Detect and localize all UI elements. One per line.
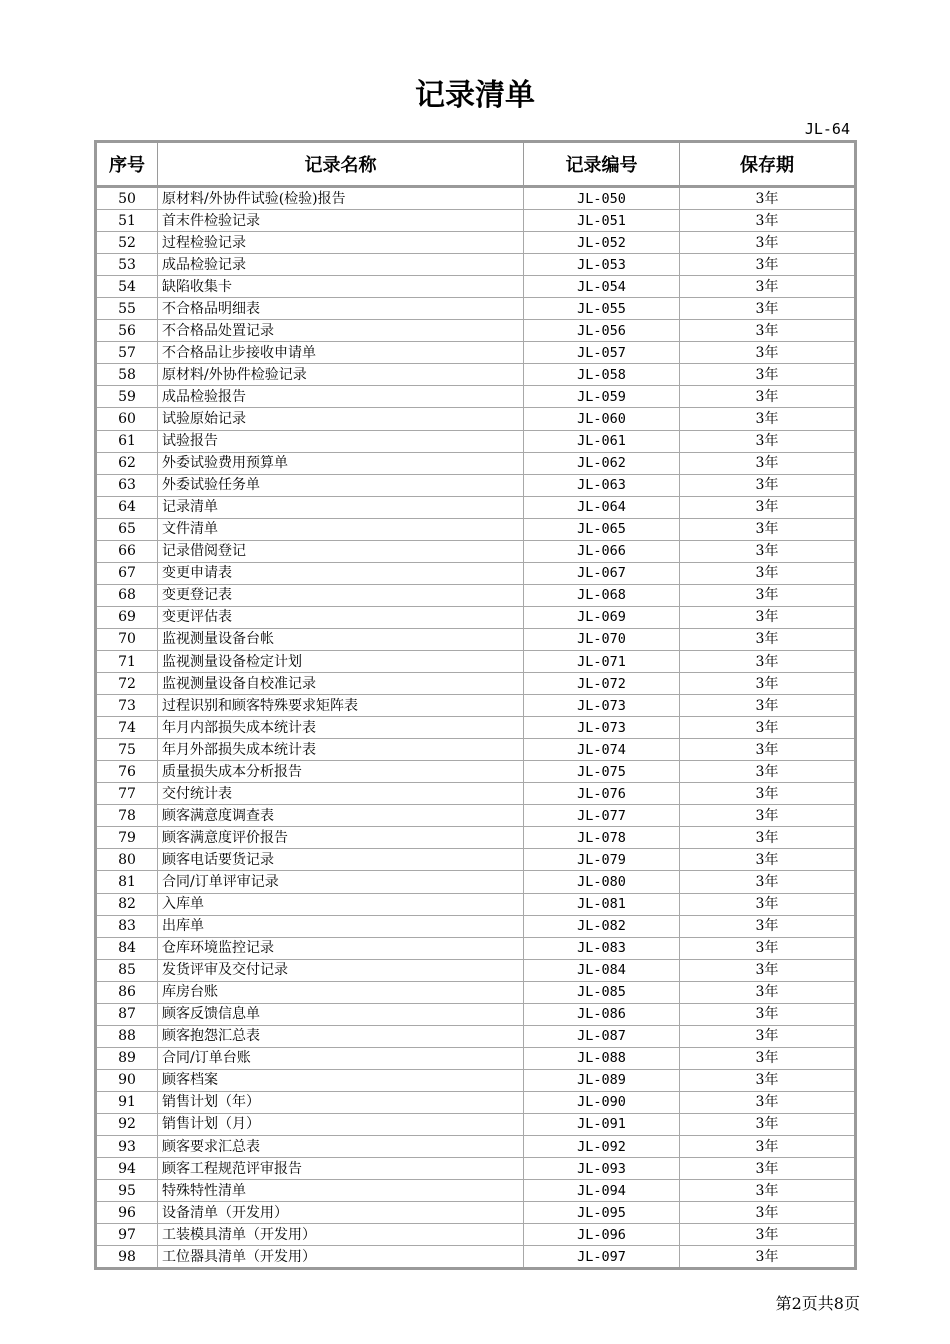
table-row — [96, 232, 856, 254]
cell-record-code: JL-097 — [524, 1246, 680, 1269]
cell-record-code: JL-065 — [524, 518, 680, 540]
cell-record-code: JL-090 — [524, 1091, 680, 1113]
table-row — [96, 1069, 856, 1091]
cell-retention-period: 3年 — [680, 254, 856, 276]
table-row — [96, 408, 856, 430]
cell-record-name: 工装模具清单（开发用） — [158, 1224, 524, 1246]
cell-serial-no: 53 — [96, 254, 158, 276]
cell-serial-no: 52 — [96, 232, 158, 254]
table-row — [96, 1091, 856, 1113]
cell-retention-period: 3年 — [680, 298, 856, 320]
cell-record-name: 记录清单 — [158, 496, 524, 518]
cell-record-name: 原材料/外协件检验记录 — [158, 364, 524, 386]
table-row — [96, 673, 856, 695]
cell-record-name: 试验报告 — [158, 430, 524, 452]
cell-record-code: JL-082 — [524, 915, 680, 937]
table-row — [96, 893, 856, 915]
cell-record-code: JL-068 — [524, 584, 680, 606]
cell-record-name: 不合格品让步接收申请单 — [158, 342, 524, 364]
cell-record-name: 设备清单（开发用） — [158, 1202, 524, 1224]
table-row — [96, 1158, 856, 1180]
cell-record-code: JL-093 — [524, 1158, 680, 1180]
cell-serial-no: 90 — [96, 1069, 158, 1091]
header-retention-period: 保存期 — [680, 142, 856, 187]
cell-record-code: JL-070 — [524, 628, 680, 650]
cell-record-name: 仓库环境监控记录 — [158, 937, 524, 959]
table-row — [96, 540, 856, 562]
cell-record-name: 合同/订单台账 — [158, 1047, 524, 1069]
page-indicator: 第2页共8页 — [775, 1294, 860, 1313]
cell-record-code: JL-076 — [524, 783, 680, 805]
cell-record-code: JL-080 — [524, 871, 680, 893]
cell-retention-period: 3年 — [680, 474, 856, 496]
cell-record-code: JL-087 — [524, 1025, 680, 1047]
table-row — [96, 937, 856, 959]
cell-retention-period: 3年 — [680, 695, 856, 717]
cell-record-code: JL-060 — [524, 408, 680, 430]
cell-record-name: 质量损失成本分析报告 — [158, 761, 524, 783]
cell-record-name: 库房台账 — [158, 981, 524, 1003]
cell-serial-no: 57 — [96, 342, 158, 364]
cell-record-code: JL-062 — [524, 452, 680, 474]
table-row — [96, 298, 856, 320]
cell-record-code: JL-095 — [524, 1202, 680, 1224]
cell-serial-no: 68 — [96, 584, 158, 606]
cell-record-code: JL-083 — [524, 937, 680, 959]
cell-record-code: JL-071 — [524, 650, 680, 672]
cell-record-name: 销售计划（月） — [158, 1113, 524, 1135]
table-row — [96, 254, 856, 276]
cell-retention-period: 3年 — [680, 650, 856, 672]
cell-record-name: 顾客满意度评价报告 — [158, 827, 524, 849]
cell-record-name: 变更评估表 — [158, 606, 524, 628]
cell-record-code: JL-079 — [524, 849, 680, 871]
table-row — [96, 915, 856, 937]
cell-serial-no: 61 — [96, 430, 158, 452]
table-row — [96, 1180, 856, 1202]
cell-retention-period: 3年 — [680, 606, 856, 628]
cell-record-name: 成品检验记录 — [158, 254, 524, 276]
cell-record-name: 外委试验费用预算单 — [158, 452, 524, 474]
table-row — [96, 496, 856, 518]
cell-record-code: JL-061 — [524, 430, 680, 452]
cell-retention-period: 3年 — [680, 1047, 856, 1069]
cell-record-name: 试验原始记录 — [158, 408, 524, 430]
cell-retention-period: 3年 — [680, 1113, 856, 1135]
table-row — [96, 981, 856, 1003]
cell-retention-period: 3年 — [680, 1025, 856, 1047]
cell-record-name: 成品检验报告 — [158, 386, 524, 408]
document-number: JL-64 — [804, 120, 850, 138]
header-record-name: 记录名称 — [158, 142, 524, 187]
cell-serial-no: 97 — [96, 1224, 158, 1246]
table-row — [96, 783, 856, 805]
cell-serial-no: 88 — [96, 1025, 158, 1047]
cell-serial-no: 76 — [96, 761, 158, 783]
table-row — [96, 606, 856, 628]
cell-record-name: 不合格品处置记录 — [158, 320, 524, 342]
cell-serial-no: 91 — [96, 1091, 158, 1113]
table-row — [96, 761, 856, 783]
cell-record-code: JL-055 — [524, 298, 680, 320]
cell-record-code: JL-084 — [524, 959, 680, 981]
cell-retention-period: 3年 — [680, 937, 856, 959]
cell-retention-period: 3年 — [680, 959, 856, 981]
cell-record-name: 出库单 — [158, 915, 524, 937]
cell-serial-no: 64 — [96, 496, 158, 518]
cell-record-code: JL-091 — [524, 1113, 680, 1135]
cell-retention-period: 3年 — [680, 364, 856, 386]
table-row — [96, 518, 856, 540]
cell-retention-period: 3年 — [680, 187, 856, 210]
cell-serial-no: 72 — [96, 673, 158, 695]
cell-retention-period: 3年 — [680, 342, 856, 364]
cell-retention-period: 3年 — [680, 584, 856, 606]
cell-retention-period: 3年 — [680, 1003, 856, 1025]
cell-serial-no: 94 — [96, 1158, 158, 1180]
cell-record-name: 顾客档案 — [158, 1069, 524, 1091]
cell-retention-period: 3年 — [680, 1158, 856, 1180]
table-header-row — [96, 142, 856, 187]
cell-record-code: JL-050 — [524, 187, 680, 210]
cell-record-name: 文件清单 — [158, 518, 524, 540]
cell-serial-no: 50 — [96, 187, 158, 210]
cell-retention-period: 3年 — [680, 276, 856, 298]
cell-retention-period: 3年 — [680, 430, 856, 452]
cell-serial-no: 81 — [96, 871, 158, 893]
cell-serial-no: 63 — [96, 474, 158, 496]
cell-serial-no: 80 — [96, 849, 158, 871]
cell-retention-period: 3年 — [680, 739, 856, 761]
cell-serial-no: 82 — [96, 893, 158, 915]
table-row — [96, 717, 856, 739]
cell-serial-no: 96 — [96, 1202, 158, 1224]
cell-retention-period: 3年 — [680, 320, 856, 342]
table-row — [96, 805, 856, 827]
cell-record-code: JL-077 — [524, 805, 680, 827]
cell-retention-period: 3年 — [680, 562, 856, 584]
table-row — [96, 276, 856, 298]
cell-record-code: JL-059 — [524, 386, 680, 408]
cell-record-code: JL-086 — [524, 1003, 680, 1025]
table-row — [96, 871, 856, 893]
table-row — [96, 562, 856, 584]
cell-retention-period: 3年 — [680, 783, 856, 805]
cell-record-name: 过程检验记录 — [158, 232, 524, 254]
cell-serial-no: 79 — [96, 827, 158, 849]
table-row — [96, 827, 856, 849]
cell-serial-no: 58 — [96, 364, 158, 386]
cell-record-code: JL-056 — [524, 320, 680, 342]
cell-record-code: JL-064 — [524, 496, 680, 518]
cell-retention-period: 3年 — [680, 915, 856, 937]
cell-record-name: 合同/订单评审记录 — [158, 871, 524, 893]
cell-serial-no: 69 — [96, 606, 158, 628]
cell-record-code: JL-085 — [524, 981, 680, 1003]
table-row — [96, 1136, 856, 1158]
cell-serial-no: 73 — [96, 695, 158, 717]
cell-serial-no: 62 — [96, 452, 158, 474]
cell-retention-period: 3年 — [680, 408, 856, 430]
cell-retention-period: 3年 — [680, 452, 856, 474]
cell-retention-period: 3年 — [680, 232, 856, 254]
cell-retention-period: 3年 — [680, 1069, 856, 1091]
cell-retention-period: 3年 — [680, 1246, 856, 1269]
cell-serial-no: 95 — [96, 1180, 158, 1202]
cell-retention-period: 3年 — [680, 673, 856, 695]
cell-serial-no: 59 — [96, 386, 158, 408]
cell-retention-period: 3年 — [680, 540, 856, 562]
table-row — [96, 474, 856, 496]
cell-record-name: 变更登记表 — [158, 584, 524, 606]
cell-serial-no: 84 — [96, 937, 158, 959]
cell-serial-no: 51 — [96, 210, 158, 232]
cell-serial-no: 56 — [96, 320, 158, 342]
cell-retention-period: 3年 — [680, 628, 856, 650]
cell-serial-no: 89 — [96, 1047, 158, 1069]
table-row — [96, 386, 856, 408]
cell-retention-period: 3年 — [680, 849, 856, 871]
records-table — [94, 140, 857, 1270]
cell-record-name: 工位器具清单（开发用） — [158, 1246, 524, 1269]
cell-record-name: 年月外部损失成本统计表 — [158, 739, 524, 761]
header-serial-no: 序号 — [96, 142, 158, 187]
cell-serial-no: 67 — [96, 562, 158, 584]
cell-retention-period: 3年 — [680, 1224, 856, 1246]
document-title: 记录清单 — [415, 78, 535, 113]
cell-serial-no: 70 — [96, 628, 158, 650]
cell-record-code: JL-081 — [524, 893, 680, 915]
table-row — [96, 320, 856, 342]
cell-record-code: JL-094 — [524, 1180, 680, 1202]
cell-record-name: 不合格品明细表 — [158, 298, 524, 320]
cell-record-code: JL-053 — [524, 254, 680, 276]
cell-record-code: JL-067 — [524, 562, 680, 584]
cell-record-name: 发货评审及交付记录 — [158, 959, 524, 981]
cell-serial-no: 54 — [96, 276, 158, 298]
table-row — [96, 849, 856, 871]
cell-serial-no: 92 — [96, 1113, 158, 1135]
cell-record-code: JL-073 — [524, 717, 680, 739]
cell-record-name: 首末件检验记录 — [158, 210, 524, 232]
table-row — [96, 739, 856, 761]
cell-record-name: 顾客反馈信息单 — [158, 1003, 524, 1025]
table-row — [96, 1047, 856, 1069]
table-row — [96, 364, 856, 386]
cell-serial-no: 66 — [96, 540, 158, 562]
cell-record-code: JL-075 — [524, 761, 680, 783]
cell-record-code: JL-078 — [524, 827, 680, 849]
cell-serial-no: 65 — [96, 518, 158, 540]
table-row — [96, 959, 856, 981]
cell-retention-period: 3年 — [680, 1180, 856, 1202]
table-row — [96, 650, 856, 672]
cell-serial-no: 93 — [96, 1136, 158, 1158]
cell-record-code: JL-066 — [524, 540, 680, 562]
cell-serial-no: 75 — [96, 739, 158, 761]
cell-record-name: 顾客工程规范评审报告 — [158, 1158, 524, 1180]
cell-record-name: 交付统计表 — [158, 783, 524, 805]
cell-serial-no: 71 — [96, 650, 158, 672]
table-row — [96, 628, 856, 650]
table-row — [96, 1202, 856, 1224]
cell-serial-no: 77 — [96, 783, 158, 805]
cell-retention-period: 3年 — [680, 518, 856, 540]
cell-serial-no: 83 — [96, 915, 158, 937]
cell-record-code: JL-073 — [524, 695, 680, 717]
table-row — [96, 210, 856, 232]
cell-retention-period: 3年 — [680, 1091, 856, 1113]
cell-record-name: 变更申请表 — [158, 562, 524, 584]
cell-record-name: 监视测量设备自校准记录 — [158, 673, 524, 695]
cell-record-code: JL-096 — [524, 1224, 680, 1246]
cell-record-name: 原材料/外协件试验(检验)报告 — [158, 187, 524, 210]
cell-record-name: 年月内部损失成本统计表 — [158, 717, 524, 739]
cell-record-name: 顾客要求汇总表 — [158, 1136, 524, 1158]
cell-record-name: 外委试验任务单 — [158, 474, 524, 496]
cell-retention-period: 3年 — [680, 386, 856, 408]
cell-record-name: 顾客抱怨汇总表 — [158, 1025, 524, 1047]
cell-record-name: 销售计划（年） — [158, 1091, 524, 1113]
cell-record-name: 监视测量设备台帐 — [158, 628, 524, 650]
cell-retention-period: 3年 — [680, 210, 856, 232]
table-row — [96, 584, 856, 606]
cell-retention-period: 3年 — [680, 871, 856, 893]
cell-record-code: JL-057 — [524, 342, 680, 364]
cell-record-code: JL-074 — [524, 739, 680, 761]
cell-record-code: JL-058 — [524, 364, 680, 386]
cell-record-code: JL-092 — [524, 1136, 680, 1158]
table-row — [96, 430, 856, 452]
cell-record-name: 顾客电话要货记录 — [158, 849, 524, 871]
table-row — [96, 1003, 856, 1025]
cell-serial-no: 87 — [96, 1003, 158, 1025]
cell-serial-no: 74 — [96, 717, 158, 739]
cell-record-name: 特殊特性清单 — [158, 1180, 524, 1202]
cell-serial-no: 98 — [96, 1246, 158, 1269]
cell-retention-period: 3年 — [680, 496, 856, 518]
cell-retention-period: 3年 — [680, 893, 856, 915]
table-row — [96, 1113, 856, 1135]
table-row — [96, 695, 856, 717]
cell-record-name: 监视测量设备检定计划 — [158, 650, 524, 672]
cell-retention-period: 3年 — [680, 761, 856, 783]
cell-record-code: JL-072 — [524, 673, 680, 695]
cell-retention-period: 3年 — [680, 827, 856, 849]
cell-record-name: 缺陷收集卡 — [158, 276, 524, 298]
table-row — [96, 187, 856, 210]
cell-serial-no: 60 — [96, 408, 158, 430]
cell-serial-no: 55 — [96, 298, 158, 320]
table-row — [96, 342, 856, 364]
cell-record-code: JL-063 — [524, 474, 680, 496]
cell-retention-period: 3年 — [680, 1136, 856, 1158]
cell-record-name: 过程识别和顾客特殊要求矩阵表 — [158, 695, 524, 717]
cell-record-code: JL-088 — [524, 1047, 680, 1069]
cell-record-name: 记录借阅登记 — [158, 540, 524, 562]
table-row — [96, 452, 856, 474]
table-row — [96, 1025, 856, 1047]
cell-record-code: JL-069 — [524, 606, 680, 628]
cell-record-name: 入库单 — [158, 893, 524, 915]
table-row — [96, 1224, 856, 1246]
cell-retention-period: 3年 — [680, 981, 856, 1003]
cell-serial-no: 85 — [96, 959, 158, 981]
cell-record-code: JL-089 — [524, 1069, 680, 1091]
cell-serial-no: 86 — [96, 981, 158, 1003]
table-row — [96, 1246, 856, 1269]
cell-retention-period: 3年 — [680, 805, 856, 827]
header-record-code: 记录编号 — [524, 142, 680, 187]
cell-retention-period: 3年 — [680, 717, 856, 739]
cell-serial-no: 78 — [96, 805, 158, 827]
cell-record-code: JL-054 — [524, 276, 680, 298]
cell-record-code: JL-052 — [524, 232, 680, 254]
cell-record-code: JL-051 — [524, 210, 680, 232]
cell-record-name: 顾客满意度调查表 — [158, 805, 524, 827]
cell-retention-period: 3年 — [680, 1202, 856, 1224]
